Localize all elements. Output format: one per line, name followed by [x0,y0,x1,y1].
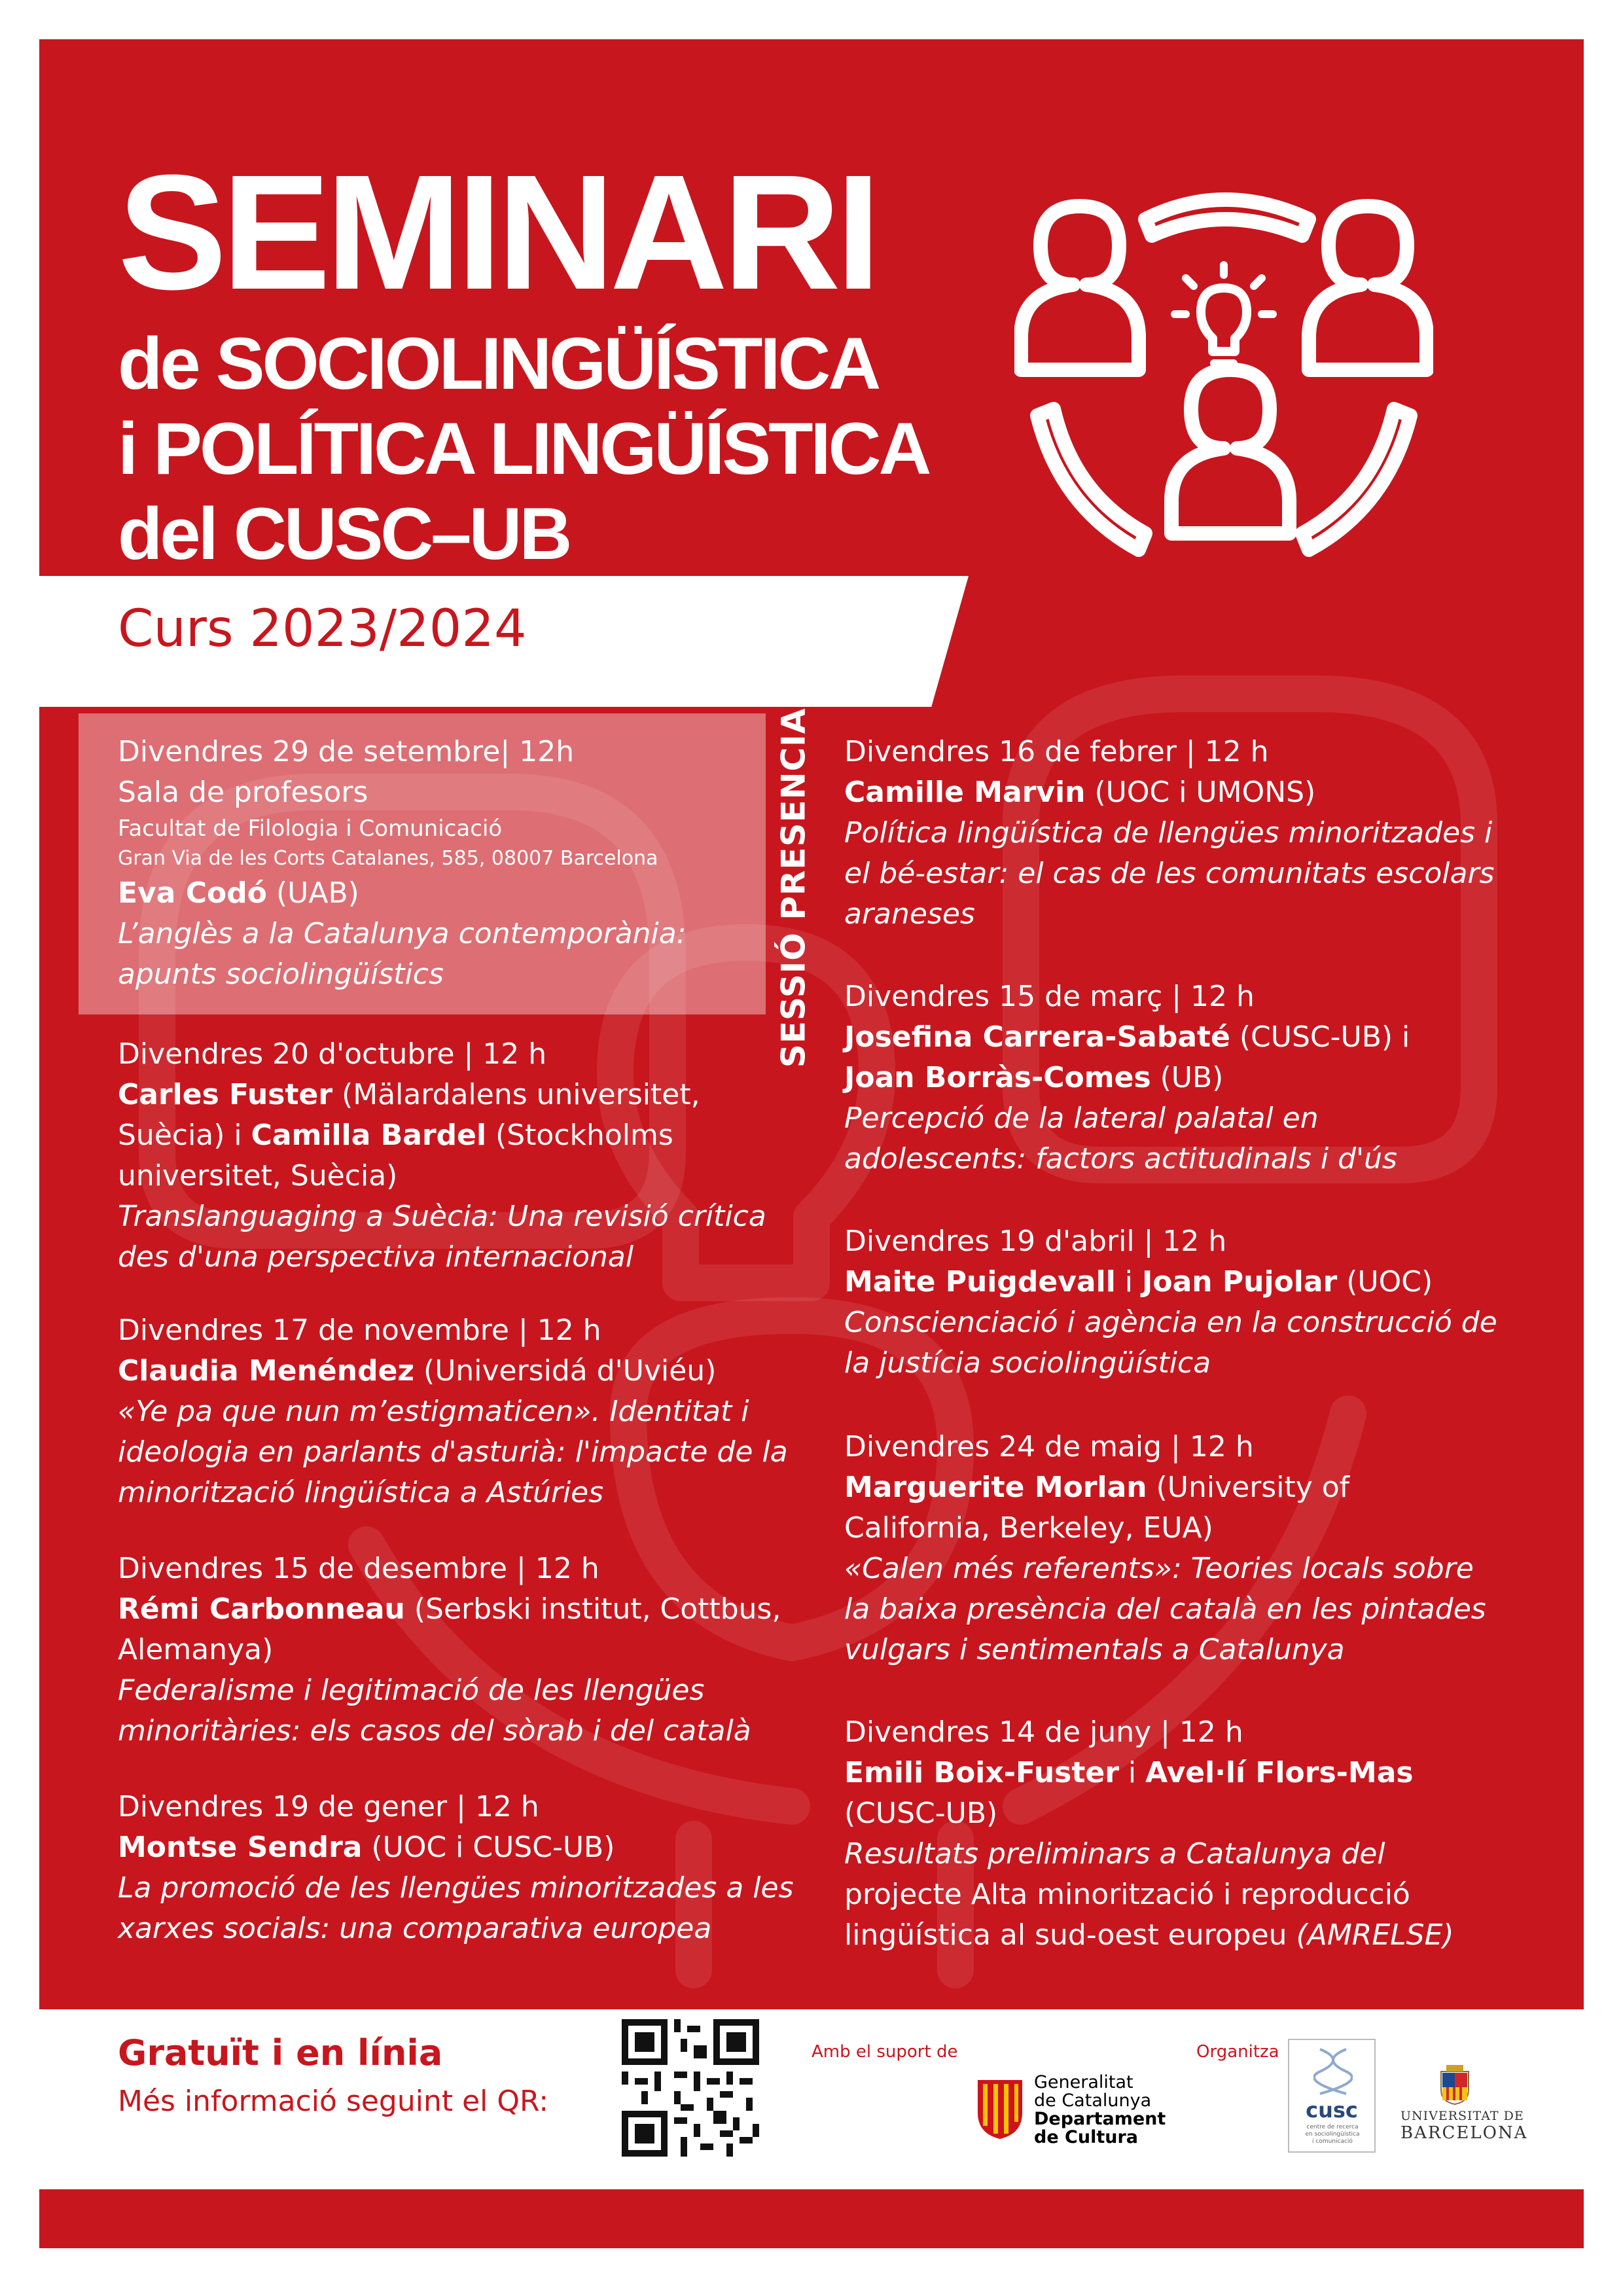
cusc-subtitle [1291,2124,1374,2145]
event-item [118,732,825,995]
ub-logo-text [1400,2109,1528,2143]
event-item [844,1221,1551,1384]
page-title: SEMINARI [118,141,876,323]
talk-title-line: Translanguaging a Suècia: Una revisió crítica [118,1200,766,1233]
speaker-affiliation: universitet, Suècia) [118,1159,398,1193]
talk-title-line: adolescents: factors actitudinals i d'ús [844,1142,1397,1175]
event-speakers [844,1262,1551,1302]
speaker-affiliation: (Universidá d'Uviéu) [414,1354,717,1388]
event-address: Gran Via de les Corts Catalanes, 585, 08007 Barcelona [118,847,658,870]
people-idea-icon [1014,167,1433,592]
event-date: Divendres 19 de gener | 12 h [118,1790,539,1823]
event-speakers [118,1075,825,1115]
speaker-join: i [1115,1265,1142,1299]
speaker-name: Maite Puigdevall [844,1265,1116,1299]
talk-title-line: Política lingüística de llengües minoritzades i [844,816,1493,850]
talk-title-line: des d'una perspectiva internacional [118,1240,634,1274]
talk-title-line: apunts sociolingüístics [118,958,444,991]
event-speakers [844,772,1551,813]
speaker-name: Avel·lí Flors-Mas [1145,1756,1414,1789]
event-item [844,1427,1551,1670]
title-line-3: del CUSC–UB [118,493,570,575]
speaker-name: Joan Pujolar [1141,1265,1338,1299]
event-date: Divendres 15 de desembre | 12 h [118,1552,599,1585]
talk-title-line: Federalisme i legitimació de les llengües [118,1674,705,1707]
speaker-affiliation: (University of [1147,1471,1350,1504]
speaker-name: Camilla Bardel [251,1119,487,1152]
dna-icon [1313,2047,1353,2096]
talk-title-line: xarxes socials: una comparativa europea [118,1912,712,1945]
ub-crest-icon [1437,2065,1472,2106]
speaker-affiliation: (Serbski institut, Cottbus, [404,1592,781,1626]
talk-title-line: L’anglès a la Catalunya contemporània: [118,917,687,950]
talk-title-line: projecte Alta minorització i reproducció [844,1878,1410,1911]
session-type-text: SESSIÓ PRESENCIAL [774,686,812,1068]
talk-title-line: araneses [844,897,975,931]
talk-title-text: lingüística al sud-oest europeu [844,1918,1296,1952]
event-speakers [844,1753,1551,1793]
event-faculty: Facultat de Filologia i Comunicació [118,816,503,842]
event-room: Sala de profesors [118,776,368,809]
bottom-bar [39,2189,1584,2248]
more-info-label: Més informació seguint el QR: [118,2085,549,2118]
gencat-line: Generalitat [1034,2072,1133,2092]
title-line-2: i POLÍTICA LINGÜÍSTICA [118,408,929,490]
event-date: Divendres 15 de març | 12 h [844,980,1255,1013]
gencat-line: Departament [1034,2109,1166,2129]
speaker-name: Eva Codó [118,876,267,910]
talk-title-line: minorització lingüística a Astúries [118,1476,604,1509]
event-date: Divendres 19 d'abril | 12 h [844,1225,1227,1258]
speaker-affiliation: Alemanya) [118,1633,274,1666]
speaker-name: Josefina Carrera-Sabaté [844,1020,1230,1054]
ub-line-1: UNIVERSITAT DE [1400,2109,1524,2123]
gencat-line: de Catalunya [1034,2090,1152,2111]
cusc-subtitle-line: en sociolingüística [1305,2131,1360,2138]
speaker-join: i [1118,1756,1146,1789]
event-item [844,1712,1551,1956]
event-speakers [844,1058,1551,1098]
talk-title-line: Percepció de la lateral palatal en [844,1102,1319,1135]
speaker-affiliation: (UOC i CUSC-UB) [362,1831,615,1864]
cusc-subtitle-line: centre de recerca [1306,2124,1359,2130]
speaker-affiliation: (UOC) [1337,1265,1433,1299]
event-item [118,1787,825,1949]
gencat-line: de Cultura [1034,2127,1138,2147]
event-date: Divendres 14 de juny | 12 h [844,1715,1243,1749]
speaker-affiliation: (UAB) [267,876,359,910]
free-online-label: Gratuït i en línia [118,2032,443,2073]
talk-title-line: minoritàries: els casos del sòrab i del català [118,1714,751,1748]
speaker-name: Carles Fuster [118,1078,333,1111]
speaker-name: Montse Sendra [118,1831,363,1864]
talk-title-line [844,1915,1551,1956]
speaker-affiliation: (UB) [1150,1061,1224,1094]
event-item [844,977,1551,1179]
cusc-subtitle-line: i comunicació [1312,2138,1353,2145]
talk-title-line: Resultats preliminars a Catalunya del [844,1837,1385,1871]
event-item [118,1310,825,1513]
speaker-affiliation: (Mälardalens universitet, [332,1078,700,1111]
talk-title-line: «Calen més referents»: Teories locals sobre [844,1552,1474,1585]
speaker-affiliation: Suècia) i [118,1119,251,1152]
event-date: Divendres 24 de maig | 12 h [844,1430,1254,1463]
speaker-name: Claudia Menéndez [118,1354,415,1388]
event-date: Divendres 29 de setembre| 12h [118,735,575,768]
talk-title-line: ideologia en parlants d'asturià: l'impacte de la [118,1435,788,1469]
support-label: Amb el suport de [812,2042,958,2062]
course-label: Curs 2023/2024 [118,600,527,658]
event-date: Divendres 17 de novembre | 12 h [118,1314,601,1347]
cusc-word: cusc [1306,2098,1358,2123]
qr-code-icon[interactable] [622,2019,759,2157]
talk-title-line: el bé-estar: el cas de les comunitats escolars [844,857,1495,890]
poster [39,39,1584,2009]
event-item [118,1549,825,1751]
organizer-label: Organitza [1196,2042,1279,2062]
speaker-name: Rémi Carbonneau [118,1592,405,1626]
speaker-affiliation: (Stockholms [486,1119,673,1152]
event-speakers [118,873,825,914]
talk-title-line: La promoció de les llengües minoritzades a les [118,1871,794,1905]
project-acronym: (AMRELSE) [1296,1918,1454,1952]
event-speakers [118,1589,825,1630]
generalitat-logo-icon [975,2075,1025,2140]
event-speakers [118,1827,825,1868]
talk-title-line: vulgars i sentimentals a Catalunya [844,1633,1345,1666]
speaker-affiliation: (CUSC-UB) i [1230,1020,1410,1054]
event-date: Divendres 16 de febrer | 12 h [844,735,1269,768]
event-item [118,1034,825,1278]
speaker-name: Camille Marvin [844,776,1086,809]
talk-title-line: «Ye pa que nun m’estigmaticen». Identitat i [118,1395,749,1428]
speaker-name: Emili Boix-Fuster [844,1756,1119,1789]
speaker-name: Joan Borràs-Comes [844,1061,1151,1094]
talk-title-line: la baixa presència del català en les pintades [844,1592,1486,1626]
event-speakers [118,1351,825,1391]
event-speakers [844,1467,1551,1508]
title-line-1: de SOCIOLINGÜÍSTICA [118,323,879,404]
event-item [844,732,1551,935]
event-speakers [844,1017,1551,1058]
talk-title-line: Conscienciació i agència en la construcció de [844,1306,1497,1339]
event-speakers [118,1115,825,1156]
ub-line-2: BARCELONA [1400,2123,1528,2143]
talk-title-line: la justícia sociolingüística [844,1346,1211,1380]
generalitat-text [1034,2073,1166,2147]
speaker-affiliation: (UOC i UMONS) [1085,776,1316,809]
speaker-name: Marguerite Morlan [844,1471,1147,1504]
speaker-affiliation: (CUSC-UB) [844,1797,998,1830]
event-date: Divendres 20 d'octubre | 12 h [118,1037,547,1071]
cusc-logo [1288,2039,1376,2153]
speaker-affiliation: California, Berkeley, EUA) [844,1511,1213,1545]
